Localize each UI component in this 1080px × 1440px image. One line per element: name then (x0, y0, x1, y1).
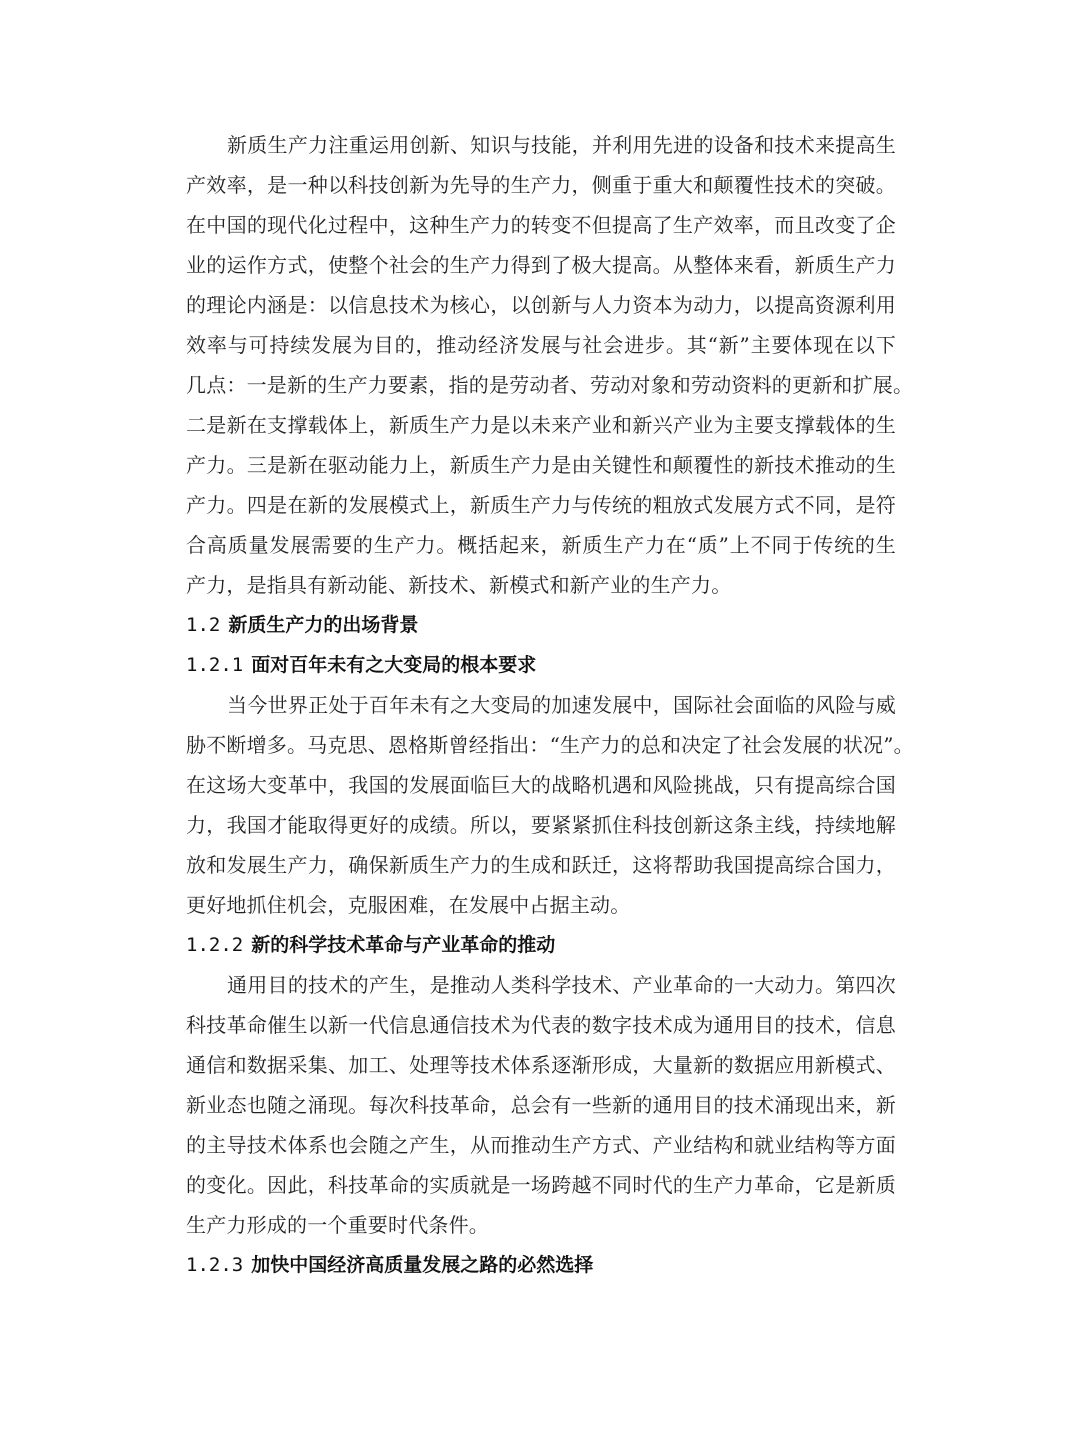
text-line: 科技革命催生以新一代信息通信技术为代表的数字技术成为通用目的技术，信息 (186, 1013, 896, 1037)
text-line: 胁不断增多。马克思、恩格斯曾经指出：“生产力的总和决定了社会发展的状况”。 (186, 733, 914, 757)
heading-number: 1.2.2 (186, 934, 244, 956)
text-line: 产力。四是在新的发展模式上，新质生产力与传统的粗放式发展方式不同，是符 (186, 493, 896, 517)
text-line: 产力，是指具有新动能、新技术、新模式和新产业的生产力。 (186, 573, 732, 597)
section-heading-1-2-3 (186, 1245, 896, 1285)
text-line: 合高质量发展需要的生产力。概括起来，新质生产力在“质”上不同于传统的生 (186, 533, 896, 557)
text-line: 的变化。因此，科技革命的实质就是一场跨越不同时代的生产力革命，它是新质 (186, 1173, 896, 1197)
heading-title: 加快中国经济高质量发展之路的必然选择 (251, 1254, 594, 1276)
paragraph-great-changes (186, 685, 914, 925)
text-line: 二是新在支撑载体上，新质生产力是以未来产业和新兴产业为主要支撑载体的生 (186, 413, 896, 437)
text-line: 在这场大变革中，我国的发展面临巨大的战略机遇和风险挑战，只有提高综合国 (186, 773, 896, 797)
heading-number: 1.2 (186, 614, 221, 636)
text-line: 放和发展生产力，确保新质生产力的生成和跃迁，这将帮助我国提高综合国力， (186, 853, 896, 877)
paragraph-tech-revolution (186, 965, 896, 1245)
section-heading-1-2 (186, 605, 896, 645)
text-line: 生产力形成的一个重要时代条件。 (186, 1213, 489, 1237)
text-line: 新质生产力注重运用创新、知识与技能，并利用先进的设备和技术来提高生 (227, 133, 896, 157)
heading-number: 1.2.3 (186, 1254, 244, 1276)
text-line: 的主导技术体系也会随之产生，从而推动生产方式、产业结构和就业结构等方面 (186, 1133, 896, 1157)
text-line: 更好地抓住机会，克服困难，在发展中占据主动。 (186, 893, 631, 917)
paragraph-intro (186, 125, 914, 605)
heading-title: 面对百年未有之大变局的根本要求 (251, 654, 537, 676)
text-line: 通信和数据采集、加工、处理等技术体系逐渐形成，大量新的数据应用新模式、 (186, 1053, 896, 1077)
text-line: 几点：一是新的生产力要素，指的是劳动者、劳动对象和劳动资料的更新和扩展。 (186, 373, 914, 397)
text-line: 业的运作方式，使整个社会的生产力得到了极大提高。从整体来看，新质生产力 (186, 253, 896, 277)
text-line: 新业态也随之涌现。每次科技革命，总会有一些新的通用目的技术涌现出来，新 (186, 1093, 896, 1117)
text-line: 在中国的现代化过程中，这种生产力的转变不但提高了生产效率，而且改变了企 (186, 213, 896, 237)
text-line: 当今世界正处于百年未有之大变局的加速发展中，国际社会面临的风险与威 (227, 693, 896, 717)
text-line: 效率与可持续发展为目的，推动经济发展与社会进步。其“新”主要体现在以下 (186, 333, 896, 357)
text-line: 产效率，是一种以科技创新为先导的生产力，侧重于重大和颠覆性技术的突破。 (186, 173, 896, 197)
section-heading-1-2-1 (186, 645, 896, 685)
document-page (186, 125, 914, 1285)
text-line: 产力。三是新在驱动能力上，新质生产力是由关键性和颠覆性的新技术推动的生 (186, 453, 896, 477)
text-line: 的理论内涵是：以信息技术为核心，以创新与人力资本为动力，以提高资源利用 (186, 293, 896, 317)
section-heading-1-2-2 (186, 925, 896, 965)
heading-title: 新的科学技术革命与产业革命的推动 (251, 934, 556, 956)
text-line: 力，我国才能取得更好的成绩。所以，要紧紧抓住科技创新这条主线，持续地解 (186, 813, 896, 837)
heading-title: 新质生产力的出场背景 (228, 614, 419, 636)
heading-number: 1.2.1 (186, 654, 244, 676)
text-line: 通用目的技术的产生，是推动人类科学技术、产业革命的一大动力。第四次 (227, 973, 896, 997)
